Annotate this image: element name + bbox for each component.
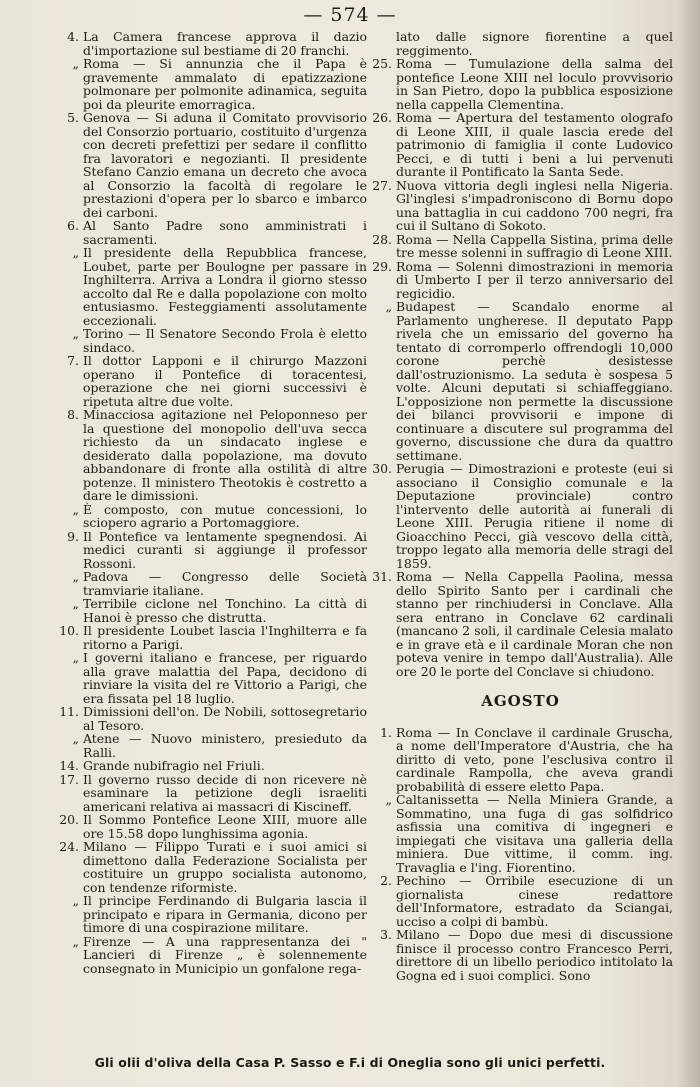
chronicle-entry	[55, 503, 367, 530]
july-entries-right	[368, 57, 673, 678]
chronicle-entry	[368, 111, 673, 179]
entry-text: Torino — Il Senatore Secondo Frola è eletto sindaco.	[83, 326, 367, 355]
entry-text: Il principe Ferdinando di Bulgaria lascia il principato e ripara in Germania, dicono per timore di una cospirazione militare.	[83, 893, 367, 935]
entry-text: Roma — In Conclave il cardinale Gruscha, a nome dell'Imperatore d'Austria, che ha diritto di veto, pone l'esclusiva contro il cardinale Rampolla, che aveva grandi probabilità di essere eletto Papa.	[396, 724, 673, 794]
chronicle-entry	[55, 570, 367, 597]
entry-date: 25.	[372, 56, 392, 71]
entry-text: Il presidente Loubet lascia l'Inghilterra e fa ritorno a Parigi.	[83, 623, 367, 652]
entry-date: „	[72, 56, 79, 71]
entry-text: Dimissioni dell'on. De Nobili, sottosegretario al Tesoro.	[83, 704, 367, 733]
entry-text: Terribile ciclone nel Tonchino. La città di Hanoi è presso che distrutta.	[83, 596, 367, 625]
entry-text: Minacciosa agitazione nel Peloponneso per la questione del monopolio dell'uva secca richiesto da un sindacato inglese e desiderato dalla popolazione, ma dovuto abbandonare di fronte alla ostilità di altre potenze. Il ministero Theotokis è costretto a dare le dimissioni.	[83, 407, 367, 503]
entry-date: 6.	[67, 218, 79, 233]
chronicle-entry	[368, 179, 673, 233]
chronicle-entry	[55, 246, 367, 327]
chronicle-entry	[368, 300, 673, 462]
left-column	[55, 30, 367, 975]
chronicle-entry	[55, 30, 367, 57]
entry-date: „	[72, 596, 79, 611]
entry-date: 3.	[380, 927, 392, 942]
entry-date: 31.	[372, 569, 392, 584]
page-number: — 574 —	[303, 4, 397, 26]
entry-date: 5.	[67, 110, 79, 125]
chronicle-entry	[368, 462, 673, 570]
chronicle-entry	[368, 793, 673, 874]
chronicle-entry	[55, 840, 367, 894]
entry-date: 7.	[67, 353, 79, 368]
entry-text: Padova — Congresso delle Società tramviarie italiane.	[83, 569, 367, 598]
entry-date: 4.	[67, 29, 79, 44]
section-title: AGOSTO	[481, 692, 560, 710]
chronicle-entry	[55, 57, 367, 111]
entry-date: „	[72, 893, 79, 908]
entry-text: Roma — Tumulazione della salma del pontefice Leone XIII nel loculo provvisorio in San Pietro, dopo la pubblica esposizione nella cappella Clementina.	[396, 56, 673, 112]
entry-date: „	[72, 933, 79, 949]
right-column	[368, 30, 673, 982]
chronicle-entry	[55, 935, 367, 976]
chronicle-entry	[55, 111, 367, 219]
entry-date: „	[72, 501, 79, 517]
entry-date: 30.	[372, 461, 392, 476]
chronicle-entry	[55, 530, 367, 571]
chronicle-entry	[55, 354, 367, 408]
continued-entry: lato dalle signore fiorentine a quel reggimento.	[396, 29, 673, 58]
entry-text: Roma — Nella Cappella Sistina, prima delle tre messe solenni in suffragio di Leone XIII.	[396, 231, 673, 260]
entry-text: Perugia — Dimostrazioni e proteste (eui si associano il Consiglio comunale e la Deputazione provinciale) contro l'intervento delle autorità ai funerali di Leone XIII. Perugia ritiene il nome di Gioacchino Pecci, già vescovo della città, troppo legato alla memoria delle stragi del 1859.	[396, 461, 673, 571]
entry-text: Il presidente della Repubblica francese, Loubet, parte per Boulogne per passare in Inghilterra. Arriva a Londra il giorno stesso accolto dal Re e dalla popolazione con molto entusiasmo. Festeggiamenti assolutamente eccezionali.	[83, 245, 367, 328]
entry-text: Milano — Filippo Turati e i suoi amici si dimettono dalla Federazione Socialista per costituire un gruppo socialista autonomo, con tendenze riformiste.	[83, 839, 367, 895]
chronicle-entry	[55, 813, 367, 840]
entry-text: Nuova vittoria degli inglesi nella Nigeria. Gl'inglesi s'impadroniscono di Bornu dopo una battaglia in cui caddono 700 negri, fra cui il Sultano di Sokoto.	[396, 177, 673, 233]
entry-text: Caltanissetta — Nella Miniera Grande, a Sommatino, una fuga di gas solfidrico asfissia una comitiva di ingegneri e impiegati che visitava una galleria della miniera. Due vittime, il comm. ing. Travaglia e l'ing. Fiorentino.	[396, 792, 673, 875]
entry-text: Roma — Apertura del testamento olografo di Leone XIII, il quale lascia erede del patrimonio di famiglia il conte Ludovico Pecci, e di tutti i beni a lui pervenuti durante il Pontificato la Santa Sede.	[396, 110, 673, 179]
entry-text: Grande nubifragio nel Friuli.	[83, 758, 265, 773]
entry-date: 24.	[59, 839, 79, 854]
entry-text: Roma — Nella Cappella Paolina, messa dello Spirito Santo per i cardinali che stanno per rinchiudersi in Conclave. Alla sera entrano in Conclave 62 cardinali (mancano 2 soli, il cardinale Celesia malato e in grave età e il cardinale Moran che non poteva venire in tempo dall'Australia). Alle ore 20 le porte del Conclave si chiudono.	[396, 569, 673, 679]
entry-date: 26.	[372, 110, 392, 125]
entry-text: La Camera francese approva il dazio d'importazione sul bestiame di 20 franchi.	[83, 29, 367, 58]
entry-date: „	[72, 569, 79, 584]
page-edge-shadow	[678, 0, 700, 1087]
chronicle-entry	[368, 874, 673, 928]
entry-text: Il dottor Lapponi e il chirurgo Mazzoni operano il Pontefice di toracentesi, operazione che nei giorni successivi è ripetuta altre due volte.	[83, 353, 367, 409]
entry-text: È composto, con mutue concessioni, lo sciopero agrario a Portomaggiore.	[83, 501, 367, 530]
chronicle-entry	[368, 726, 673, 794]
chronicle-entry	[55, 219, 367, 246]
entry-date: 14.	[59, 758, 79, 773]
entry-date: „	[72, 245, 79, 260]
entry-date: 17.	[59, 771, 79, 787]
entry-date: 11.	[59, 704, 79, 719]
entry-date: „	[72, 650, 79, 665]
entry-text: Budapest — Scandalo enorme al Parlamento ungherese. Il deputato Papp rivela che un emissario del governo ha tentato di corromperlo offrendogli 10,000 corone perchè desistesse dall'ostruzionismo. La seduta è sospesa 5 volte. Alcuni deputati si schiaffeggiano. L'opposizione non permette la discussione dei bilanci provvisorii e impone di continuare a discutere sul programma del governo, discussione che dura da quattro settimane.	[396, 299, 673, 463]
entry-text: Firenze — A una rappresentanza dei " Lancieri di Firenze „ è solennemente consegnato in Municipio un gonfalone rega-	[83, 933, 367, 976]
entry-date: 2.	[380, 873, 392, 888]
chronicle-entry	[368, 928, 673, 982]
chronicle-entry	[55, 408, 367, 503]
entry-text: Il Pontefice va lentamente spegnendosi. Ai medici curanti si aggiunge il professor Rossoni.	[83, 528, 367, 571]
august-entries	[368, 726, 673, 983]
chronicle-entry	[55, 759, 367, 773]
chronicle-entry	[55, 732, 367, 759]
entry-text: Pechino — Orribile esecuzione di un giornalista cinese redattore dell'Informatore, estradato da Sciangai, ucciso a colpi di bambù.	[396, 873, 673, 929]
entry-date: „	[385, 299, 392, 314]
entry-text: Il Sommo Pontefice Leone XIII, muore alle ore 15.58 dopo lunghissima agonia.	[83, 812, 367, 841]
chronicle-entry	[55, 624, 367, 651]
entry-date: 28.	[372, 231, 392, 247]
entry-text: I governi italiano e francese, per riguardo alla grave malattia del Papa, decidono di rinviare la visita del re Vittorio a Parigi, che era fissata pel 18 luglio.	[83, 650, 367, 706]
entry-date: 29.	[372, 258, 392, 274]
entry-date: 8.	[67, 407, 79, 422]
entry-date: „	[72, 731, 79, 746]
chronicle-entry	[55, 773, 367, 814]
entry-text: Il governo russo decide di non ricevere nè esaminare la petizione degli israeliti americani relativa ai massacri di Kiscineff.	[83, 771, 367, 814]
chronicle-entry	[368, 57, 673, 111]
entry-text: Al Santo Padre sono amministrati i sacramenti.	[83, 218, 367, 247]
chronicle-entry	[55, 705, 367, 732]
entry-text: Roma — Si annunzia che il Papa è gravemente ammalato di epatizzazione polmonare per polmonite adinamica, seguita poi da pleurite emorragica.	[83, 56, 367, 112]
entry-date: „	[72, 326, 79, 341]
entry-date: 9.	[67, 528, 79, 544]
entry-date: 20.	[59, 812, 79, 827]
entry-text: Roma — Solenni dimostrazioni in memoria di Umberto I per il terzo anniversario del regicidio.	[396, 258, 673, 301]
chronicle-entry	[368, 570, 673, 678]
entry-date: 27.	[372, 177, 392, 193]
chronicle-entry	[368, 233, 673, 260]
entry-date: „	[385, 792, 392, 807]
entry-date: 1.	[380, 724, 392, 740]
chronicle-entry	[55, 597, 367, 624]
entry-text: Genova — Si aduna il Comitato provvisorio del Consorzio portuario, costituito d'urgenza con decreti prefettizi per sedare il conflitto fra lavoratori e negozianti. Il presidente Stefano Canzio emana un decreto che avoca al Consorzio la facoltà di regolare le prestazioni d'opera per lo sbarco e imbarco dei carboni.	[83, 110, 367, 220]
chronicle-entry	[55, 327, 367, 354]
entry-text: Milano — Dopo due mesi di discussione finisce il processo contro Francesco Perri, direttore di un libello periodico intitolato la Gogna ed i suoi complici. Sono	[396, 927, 673, 983]
chronicle-entry	[368, 260, 673, 301]
advertisement-footer: Gli olii d'oliva della Casa P. Sasso e F.i di Oneglia sono gli unici perfetti.	[94, 1055, 606, 1070]
entry-text: Atene — Nuovo ministero, presieduto da Ralli.	[83, 731, 367, 760]
entry-date: 10.	[59, 623, 79, 638]
chronicle-entry	[55, 651, 367, 705]
chronicle-entry	[55, 894, 367, 935]
